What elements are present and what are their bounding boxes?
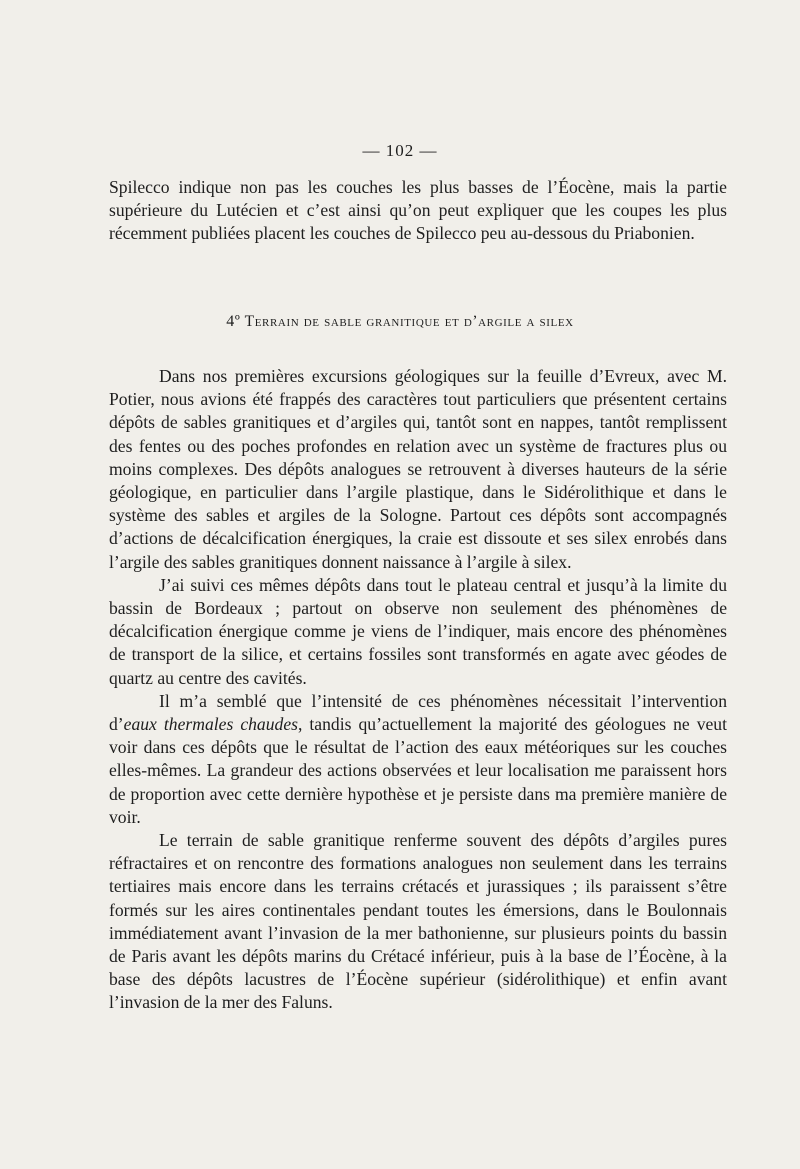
paragraph-3	[109, 690, 727, 829]
section-heading	[0, 313, 800, 331]
paragraph-3-text-start: Il m’a semblé que l’intensité de ces phénomènes nécessitait l’intervention d’	[109, 690, 727, 735]
paragraph-3-italic-phrase: eaux thermales chaudes	[123, 714, 298, 735]
continued-paragraph-block	[109, 176, 727, 246]
section-number: 4º	[226, 313, 241, 330]
paragraph-1: Dans nos premières excursions géologiques sur la feuille d’Evreux, avec M. Potier, nous avions été frappés des caractères tout particuliers que présentent certains dépôts de sables granitiques et d’argiles qui, tantôt sont en nappes, tantôt remplissent des fentes ou des poches profondes en relation avec un système de fractures plus ou moins complexes. Des dépôts analogues se retrouvent à diverses hauteurs de la série géologique, en particulier dans l’argile plastique, dans le Sidérolithique et dans le système des sables et argiles de la Sologne. Partout ces dépôts sont accompagnés d’actions de décalcification énergiques, la craie est dissoute et ses silex enrobés dans l’argile des sables granitiques donnent naissance à l’argile à silex.	[109, 366, 727, 572]
section-title: Terrain de sable granitique et d’argile a silex	[244, 313, 574, 330]
section-body	[109, 365, 727, 1015]
page-number: — 102 —	[362, 141, 438, 160]
paragraph-3-text-end: , tandis qu’actuellement la majorité des géologues ne veut voir dans ces dépôts que le résultat de l’action des eaux météoriques sur les couches elles-mêmes. La grandeur des actions observées et leur localisation me paraissent hors de proportion avec cette dernière hypothèse et je persiste dans ma première manière de voir.	[109, 714, 727, 827]
paragraph-4: Le terrain de sable granitique renferme souvent des dépôts d’argiles pures réfractaires et on rencontre des formations analogues non seulement dans les terrains tertiaires mais encore dans les terrains crétacés et jurassiques ; ils paraissent s’être formés sur les aires continentales pendant toutes les émersions, dans le Boulonnais immédiatement avant l’invasion de la mer bathonienne, sur plusieurs points du bassin de Paris avant les dépôts marins du Crétacé inférieur, puis à la base de l’Éocène, à la base des dépôts lacustres de l’Éocène supérieur (sidérolithique) et enfin avant l’invasion de la mer des Faluns.	[109, 830, 727, 1013]
paragraph-2: J’ai suivi ces mêmes dépôts dans tout le plateau central et jusqu’à la limite du bassin de Bordeaux ; partout on observe non seulement des phénomènes de décalcification énergique comme je viens de l’indiquer, mais encore des phénomènes de transport de la silice, et certains fossiles sont transformés en agate avec géodes de quartz au centre des cavités.	[109, 574, 727, 688]
continued-paragraph: Spilecco indique non pas les couches les plus basses de l’Éocène, mais la partie supérieure du Lutécien et c’est ainsi qu’on peut expliquer que les coupes les plus récemment publiées placent les couches de Spilecco peu au-dessous du Priabonien.	[109, 177, 727, 244]
